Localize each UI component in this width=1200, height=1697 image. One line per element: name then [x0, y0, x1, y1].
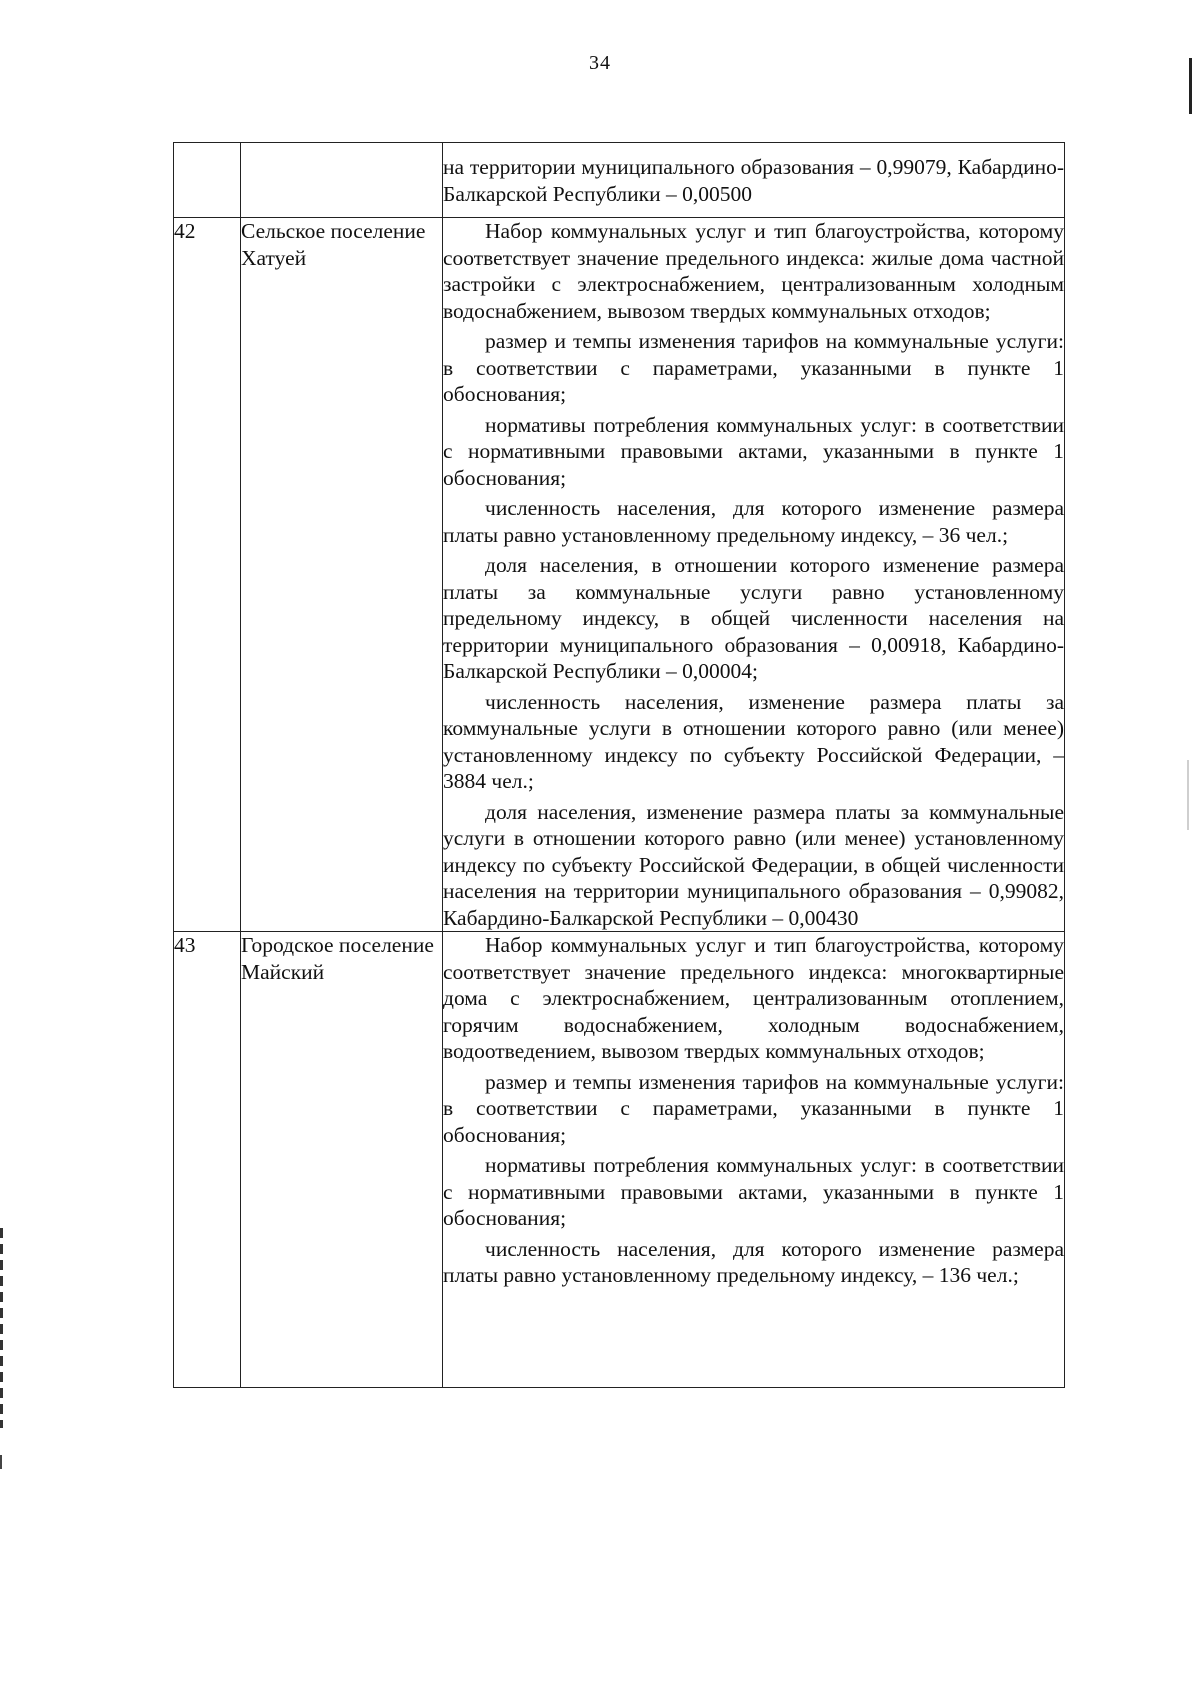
description-paragraph: нормативы потребления коммунальных услуг: в соответствии с нормативными правовыми актами, указанными в пункте 1 обоснования;	[443, 412, 1064, 490]
description-paragraph: размер и темпы изменения тарифов на коммунальные услуги: в соответствии с параметрами, указанными в пункте 1 обоснования;	[443, 329, 1064, 406]
table-row	[174, 143, 1065, 218]
description-paragraph: размер и темпы изменения тарифов на коммунальные услуги: в соответствии с параметрами, указанными в пункте 1 обоснования;	[443, 1069, 1064, 1147]
row-description	[443, 218, 1065, 932]
page-number: 34	[589, 52, 611, 74]
row-number: 43	[174, 932, 241, 1388]
scan-artifact-mark	[1187, 760, 1189, 830]
description-paragraph: доля населения, изменение размера платы за коммунальные услуги в отношении которого равно (или менее) установленному индексу по субъекту Российской Федерации, в общей численности населения на территории муниципального образования – 0,99082, Кабардино-Балкарской Республики – 0,00430	[443, 799, 1064, 930]
description-paragraph: нормативы потребления коммунальных услуг: в соответствии с нормативными правовыми актами, указанными в пункте 1 обоснования;	[443, 1153, 1064, 1230]
description-paragraph: численность населения, для которого изменение размера платы равно установленному предельному индексу, – 136 чел.;	[443, 1236, 1064, 1287]
description-paragraph: Набор коммунальных услуг и тип благоустройства, которому соответствует значение предельного индекса: многоквартирные дома с электроснабжением, централизованным отоплением, горячим водоснабжением, холодным водоснабжением, водоотведением, вывозом твердых коммунальных отходов;	[443, 933, 1064, 1063]
municipal-index-table	[173, 142, 1065, 1388]
description-paragraph: численность населения, изменение размера платы за коммунальные услуги в отношении которого равно (или менее) установленному индексу по субъекту Российской Федерации, – 3884 чел.;	[443, 689, 1064, 793]
table-row	[174, 218, 1065, 932]
scan-artifact-mark	[0, 1228, 3, 1428]
description-paragraph: Набор коммунальных услуг и тип благоустройства, которому соответствует значение предельного индекса: жилые дома частной застройки с электроснабжением, централизованным холодным водоснабжением, вывозом твердых коммунальных отходов;	[443, 219, 1064, 323]
municipality-name: Сельское поселение Хатуей	[241, 218, 443, 932]
row-number: 42	[174, 218, 241, 932]
row-description	[443, 143, 1065, 218]
description-paragraph: численность населения, для которого изменение размера платы равно установленному предельному индексу, – 36 чел.;	[443, 496, 1064, 547]
row-number	[174, 143, 241, 218]
description-paragraph: на территории муниципального образования – 0,99079, Кабардино-Балкарской Республики – 0,00500	[443, 155, 1064, 206]
municipality-name: Городское поселение Майский	[241, 932, 443, 1388]
municipality-name	[241, 143, 443, 218]
description-paragraph: доля населения, в отношении которого изменение размера платы за коммунальные услуги равно установленному предельному индексу, в общей численности населения на территории муниципального образования – 0,00918, Кабардино-Балкарской Республики – 0,00004;	[443, 553, 1064, 683]
row-description	[443, 932, 1065, 1388]
table-row	[174, 932, 1065, 1388]
scan-artifact-mark	[1189, 58, 1192, 114]
scan-artifact-mark	[0, 1455, 2, 1469]
